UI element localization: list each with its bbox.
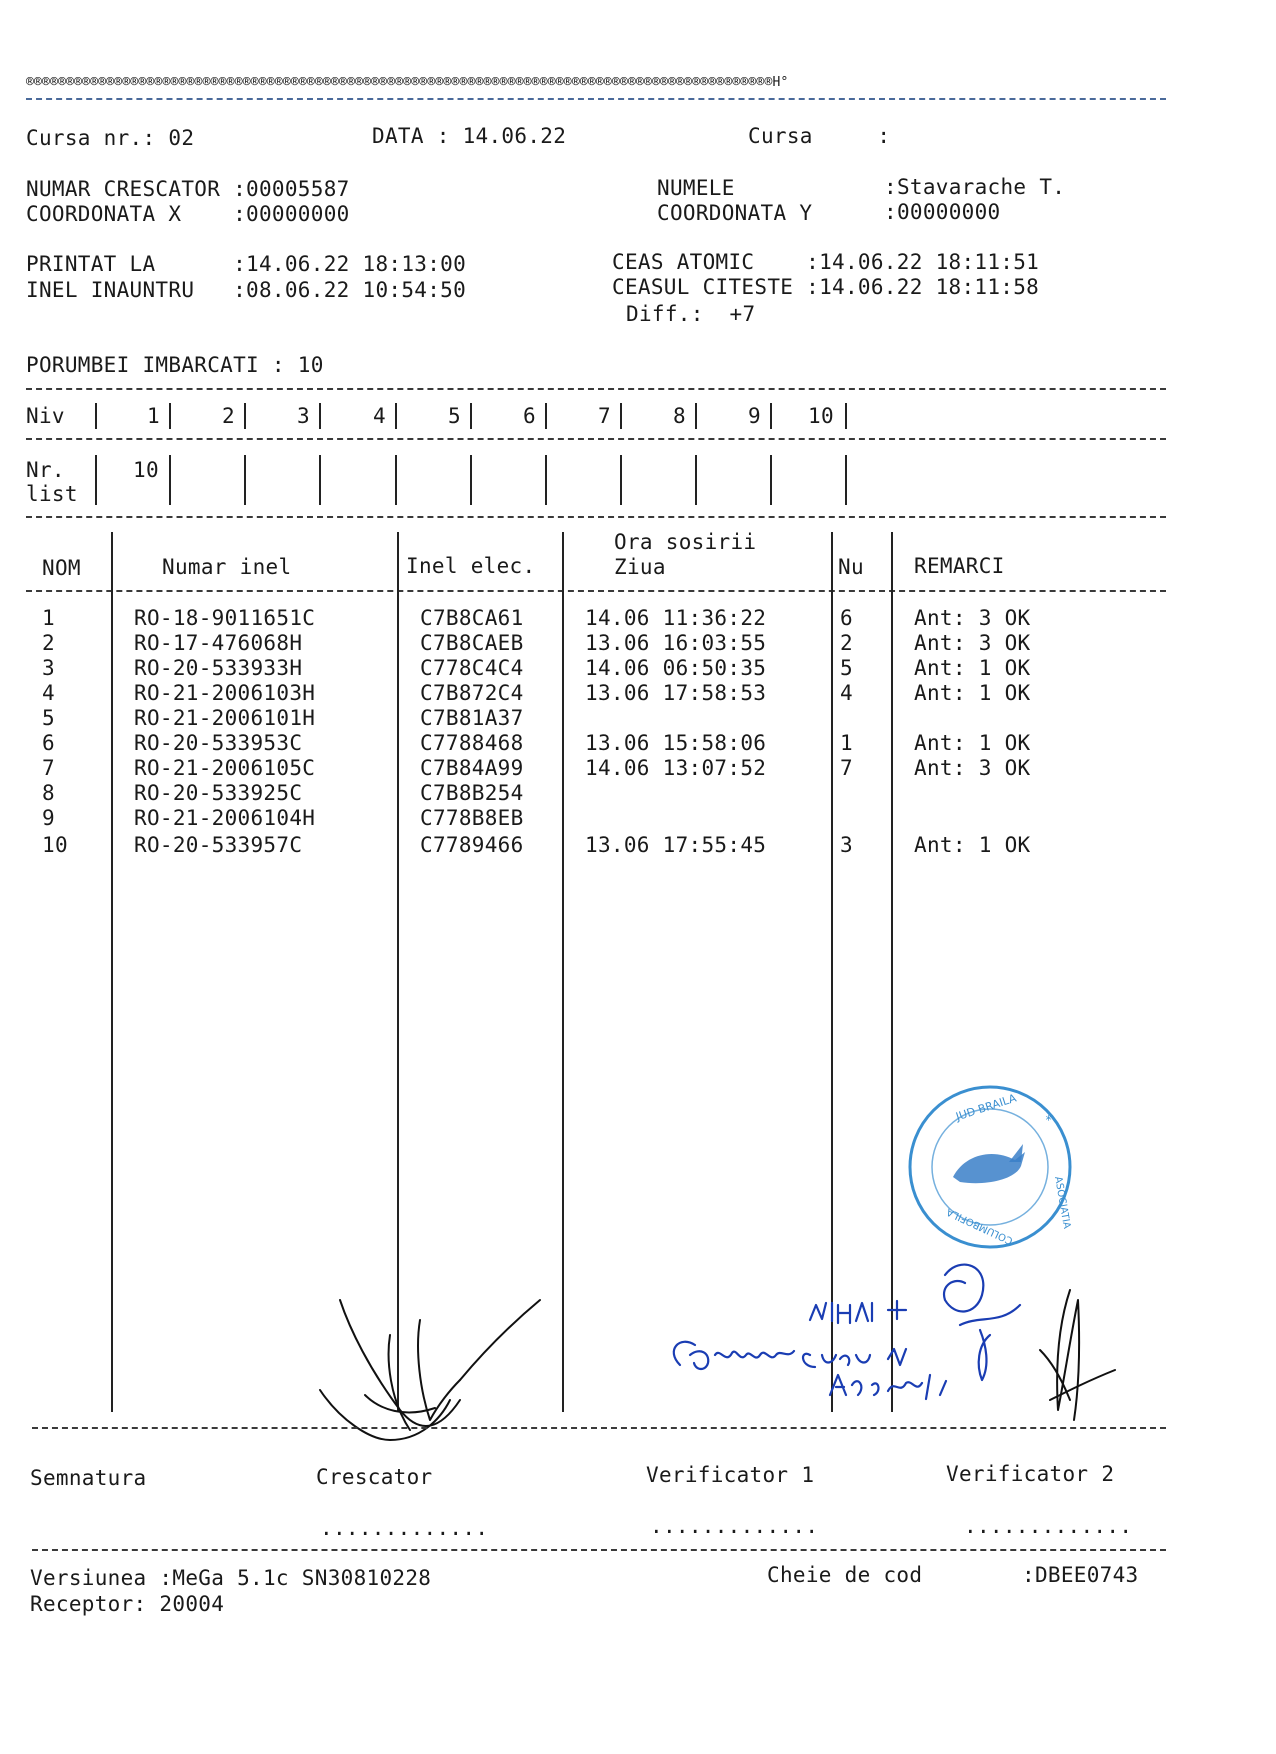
row-elec: C778B8EB bbox=[420, 806, 524, 830]
niv-separator bbox=[395, 403, 397, 429]
row-nom: 10 bbox=[42, 833, 68, 857]
svg-text:*: * bbox=[1045, 1113, 1053, 1127]
header-electronic-ring: Inel elec. bbox=[406, 554, 536, 578]
row-time: 13.06 17:58:53 bbox=[585, 681, 767, 705]
niv-col: 4 bbox=[373, 404, 386, 428]
list-separator bbox=[169, 455, 171, 505]
clock-reads: CEASUL CITESTE :14.06.22 18:11:58 bbox=[612, 275, 1040, 299]
atomic-clock: CEAS ATOMIC :14.06.22 18:11:51 bbox=[612, 250, 1040, 274]
niv-col: 9 bbox=[748, 404, 761, 428]
list-separator bbox=[319, 455, 321, 505]
niv-col: 5 bbox=[448, 404, 461, 428]
divider bbox=[26, 98, 1166, 100]
svg-text:JUD BRAILA: JUD BRAILA bbox=[954, 1091, 1018, 1124]
svg-text:COLUMBOFILA: COLUMBOFILA bbox=[945, 1205, 1015, 1247]
row-remark: Ant: 1 OK bbox=[914, 833, 1031, 857]
row-remark: Ant: 1 OK bbox=[914, 656, 1031, 680]
list-label-2: list bbox=[26, 482, 78, 506]
row-nu: 1 bbox=[840, 731, 853, 755]
svg-text:ASOCIATIA: ASOCIATIA bbox=[1052, 1175, 1073, 1230]
divider bbox=[26, 590, 1166, 592]
niv-col: 8 bbox=[673, 404, 686, 428]
verifier-1-signature-line: ............. bbox=[650, 1514, 819, 1538]
row-elec: C7B8B254 bbox=[420, 781, 524, 805]
receiver-number: Receptor: 20004 bbox=[30, 1592, 225, 1616]
row-elec: C7B8CAEB bbox=[420, 631, 524, 655]
row-nom: 6 bbox=[42, 731, 55, 755]
row-elec: C7B872C4 bbox=[420, 681, 524, 705]
breeder-number: NUMAR CRESCATOR :00005587 bbox=[26, 177, 350, 201]
niv-separator bbox=[470, 403, 472, 429]
verifier-1-label: Verificator 1 bbox=[646, 1463, 815, 1487]
time-diff: Diff.: +7 bbox=[626, 302, 756, 326]
software-version: Versiunea :MeGa 5.1c SN30810228 bbox=[30, 1566, 432, 1590]
divider bbox=[26, 516, 1166, 518]
list-value: 10 bbox=[133, 458, 159, 482]
row-elec: C7B8CA61 bbox=[420, 606, 524, 630]
row-nom: 4 bbox=[42, 681, 55, 705]
list-separator bbox=[470, 455, 472, 505]
niv-separator bbox=[169, 403, 171, 429]
row-time: 13.06 16:03:55 bbox=[585, 631, 767, 655]
row-remark: Ant: 3 OK bbox=[914, 756, 1031, 780]
niv-col: 1 bbox=[147, 404, 160, 428]
association-stamp bbox=[905, 1082, 1075, 1252]
code-key-label: Cheie de cod bbox=[767, 1563, 923, 1587]
row-ring: RO-20-533953C bbox=[134, 731, 303, 755]
niv-separator bbox=[620, 403, 622, 429]
coordinate-y-value: :00000000 bbox=[884, 200, 1001, 224]
header-day: Ziua bbox=[614, 555, 666, 579]
verifier-2-signature bbox=[1030, 1280, 1120, 1430]
list-separator bbox=[695, 455, 697, 505]
row-nom: 3 bbox=[42, 656, 55, 680]
row-remark: Ant: 1 OK bbox=[914, 681, 1031, 705]
pigeons-embarked: PORUMBEI IMBARCATI : 10 bbox=[26, 353, 324, 377]
coordinate-y-label: COORDONATA Y bbox=[657, 201, 813, 225]
row-time: 14.06 13:07:52 bbox=[585, 756, 767, 780]
header-remarks: REMARCI bbox=[914, 554, 1005, 578]
list-separator bbox=[770, 455, 772, 505]
row-time: 14.06 11:36:22 bbox=[585, 606, 767, 630]
niv-col: 3 bbox=[297, 404, 310, 428]
list-separator bbox=[395, 455, 397, 505]
row-nu: 2 bbox=[840, 631, 853, 655]
row-nom: 9 bbox=[42, 806, 55, 830]
row-nu: 4 bbox=[840, 681, 853, 705]
breeder-signature bbox=[310, 1290, 550, 1460]
row-nu: 3 bbox=[840, 833, 853, 857]
niv-separator bbox=[545, 403, 547, 429]
race-date: DATA : 14.06.22 bbox=[372, 124, 567, 148]
row-elec: C7789466 bbox=[420, 833, 524, 857]
cursa-label: Cursa : bbox=[748, 124, 891, 148]
header-nu: Nu bbox=[838, 555, 864, 579]
row-remark: Ant: 3 OK bbox=[914, 631, 1031, 655]
breeder-name: :Stavarache T. bbox=[884, 175, 1066, 199]
column-line bbox=[111, 532, 113, 1412]
row-ring: RO-20-533933H bbox=[134, 656, 303, 680]
row-ring: RO-21-2006105C bbox=[134, 756, 316, 780]
divider bbox=[32, 1549, 1166, 1551]
row-ring: RO-17-476068H bbox=[134, 631, 303, 655]
header-marks: ®®®®®®®®®®®®®®®®®®®®®®®®®®®®®®®®®®®®®®®®®®®®®®®®®®®®®®®®®®®®®®®®®®®®®®®®®®®®®®®®®®®®®®®®®®®®®H° bbox=[26, 75, 789, 90]
row-nom: 2 bbox=[42, 631, 55, 655]
row-nom: 8 bbox=[42, 781, 55, 805]
niv-col: 6 bbox=[523, 404, 536, 428]
list-label: Nr. bbox=[26, 458, 65, 482]
row-elec: C7B81A37 bbox=[420, 706, 524, 730]
header-ring-number: Numar inel bbox=[162, 555, 292, 579]
niv-col: 10 bbox=[808, 404, 834, 428]
row-ring: RO-20-533957C bbox=[134, 833, 303, 857]
divider bbox=[32, 1427, 1166, 1429]
column-line bbox=[562, 532, 564, 1412]
breeder-label: Crescator bbox=[316, 1465, 433, 1489]
row-ring: RO-20-533925C bbox=[134, 781, 303, 805]
niv-separator bbox=[95, 403, 97, 429]
list-separator bbox=[845, 455, 847, 505]
header-arrival-time: Ora sosirii bbox=[614, 530, 757, 554]
niv-separator bbox=[319, 403, 321, 429]
row-elec: C778C4C4 bbox=[420, 656, 524, 680]
name-label: NUMELE bbox=[657, 176, 735, 200]
cursa-number: Cursa nr.: 02 bbox=[26, 126, 195, 150]
niv-separator bbox=[695, 403, 697, 429]
row-nu: 7 bbox=[840, 756, 853, 780]
verifier-2-label: Verificator 2 bbox=[946, 1462, 1115, 1486]
row-nu: 5 bbox=[840, 656, 853, 680]
list-separator bbox=[95, 455, 97, 505]
breeder-signature-line: ............. bbox=[320, 1516, 489, 1540]
row-nom: 5 bbox=[42, 706, 55, 730]
row-remark: Ant: 1 OK bbox=[914, 731, 1031, 755]
coordinate-x: COORDONATA X :00000000 bbox=[26, 202, 350, 226]
niv-separator bbox=[845, 403, 847, 429]
row-nom: 1 bbox=[42, 606, 55, 630]
list-separator bbox=[244, 455, 246, 505]
code-key-value: :DBEE0743 bbox=[1022, 1563, 1139, 1587]
niv-col: 2 bbox=[222, 404, 235, 428]
niv-label: Niv bbox=[26, 404, 65, 428]
column-line bbox=[397, 532, 399, 1412]
row-time: 14.06 06:50:35 bbox=[585, 656, 767, 680]
row-remark: Ant: 3 OK bbox=[914, 606, 1031, 630]
divider bbox=[26, 438, 1166, 440]
row-nom: 7 bbox=[42, 756, 55, 780]
row-elec: C7B84A99 bbox=[420, 756, 524, 780]
row-ring: RO-21-2006101H bbox=[134, 706, 316, 730]
divider bbox=[26, 388, 1166, 390]
row-ring: RO-18-9011651C bbox=[134, 606, 316, 630]
row-nu: 6 bbox=[840, 606, 853, 630]
niv-separator bbox=[770, 403, 772, 429]
verifier-2-signature-line: ............. bbox=[964, 1514, 1133, 1538]
list-separator bbox=[620, 455, 622, 505]
niv-col: 7 bbox=[598, 404, 611, 428]
row-elec: C7788468 bbox=[420, 731, 524, 755]
list-separator bbox=[545, 455, 547, 505]
signature-label: Semnatura bbox=[30, 1466, 147, 1490]
ring-inside: INEL INAUNTRU :08.06.22 10:54:50 bbox=[26, 278, 467, 302]
niv-separator bbox=[244, 403, 246, 429]
header-nom: NOM bbox=[42, 556, 81, 580]
row-ring: RO-21-2006104H bbox=[134, 806, 316, 830]
printed-at: PRINTAT LA :14.06.22 18:13:00 bbox=[26, 252, 467, 276]
row-time: 13.06 17:55:45 bbox=[585, 833, 767, 857]
row-time: 13.06 15:58:06 bbox=[585, 731, 767, 755]
row-ring: RO-21-2006103H bbox=[134, 681, 316, 705]
